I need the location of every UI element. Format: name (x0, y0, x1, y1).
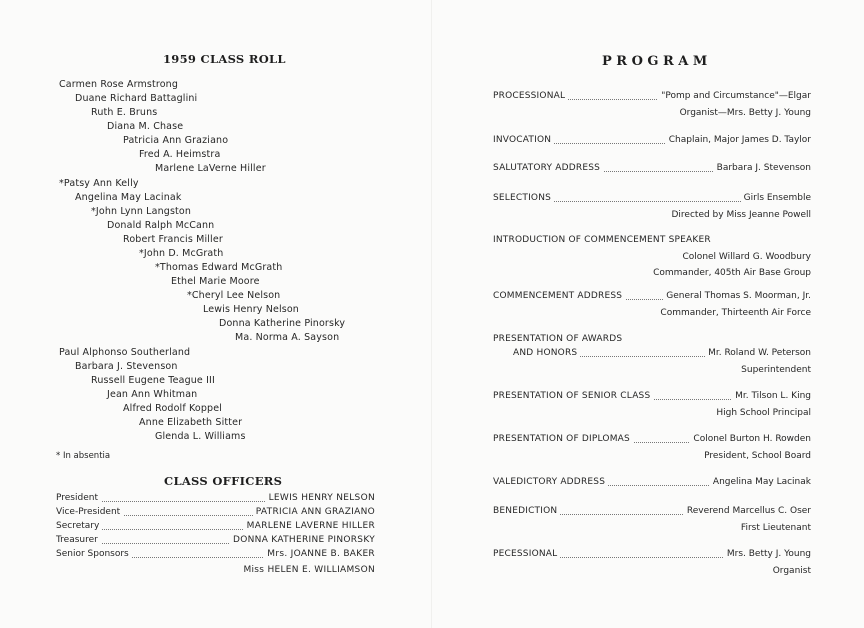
class-roll-name: Carmen Rose Armstrong (59, 79, 179, 90)
class-roll-name: *John Lynn Langston (91, 206, 192, 217)
program-item-value: Mrs. Betty J. Young (724, 549, 811, 559)
program-item-label: PRESENTATION OF DIPLOMAS (493, 434, 633, 444)
program-item-value: "Pomp and Circumstance"—Elgar (658, 91, 811, 101)
officer-row (56, 493, 375, 507)
class-roll-name: Ethel Marie Moore (171, 276, 260, 287)
program-title: PROGRAM (602, 54, 712, 69)
program-item-label: INTRODUCTION OF COMMENCEMENT SPEAKER (493, 235, 711, 245)
program-item-detail: Organist (772, 566, 811, 576)
program-item-detail: Superintendent (741, 365, 811, 375)
class-roll-name: Donna Katherine Pinorsky (219, 318, 346, 329)
class-roll-name: Barbara J. Stevenson (75, 361, 178, 372)
program-item-label: BENEDICTION (493, 506, 560, 516)
officer-row (56, 507, 375, 521)
program-item (493, 91, 811, 121)
class-roll-name: Jean Ann Whitman (107, 389, 198, 400)
program-item-label: SALUTATORY ADDRESS (493, 163, 603, 173)
program-item-detail: Commander, Thirteenth Air Force (660, 308, 811, 318)
class-roll-name: Donald Ralph McCann (107, 220, 215, 231)
class-roll-name: Paul Alphonso Southerland (59, 347, 191, 358)
program-item-value: Mr. Roland W. Peterson (705, 348, 811, 358)
officer-extra-sponsor: Miss HELEN E. WILLIAMSON (243, 565, 375, 575)
class-officers-title: CLASS OFFICERS (164, 474, 283, 488)
program-item-label: PECESSIONAL (493, 549, 560, 559)
program-item-detail: High School Principal (716, 408, 811, 418)
class-roll-name: Duane Richard Battaglini (75, 93, 198, 104)
class-roll-name: Angelina May Lacinak (75, 192, 182, 203)
officer-role: Treasurer (56, 535, 101, 545)
program-item (493, 391, 811, 421)
program-item-value: General Thomas S. Moorman, Jr. (663, 291, 811, 301)
program-item (493, 434, 811, 464)
class-roll-name: Ma. Norma A. Sayson (235, 332, 340, 343)
right-page (432, 0, 864, 628)
officer-row (56, 535, 375, 549)
program-item-value: Chaplain, Major James D. Taylor (666, 135, 811, 145)
program-item-label: PRESENTATION OF SENIOR CLASS (493, 391, 653, 401)
officer-name: Mrs. JOANNE B. BAKER (264, 549, 375, 559)
program-item-label: INVOCATION (493, 135, 554, 145)
officer-role: Senior Sponsors (56, 549, 132, 559)
program-item-value: Colonel Burton H. Rowden (690, 434, 811, 444)
program-item-detail: Commander, 405th Air Base Group (653, 268, 811, 278)
program-item-label: VALEDICTORY ADDRESS (493, 477, 608, 487)
program-item (493, 163, 811, 177)
officer-name: LEWIS HENRY NELSON (266, 493, 375, 503)
program-item-detail: First Lieutenant (740, 523, 811, 533)
program-item (493, 235, 811, 281)
class-roll-name: Marlene LaVerne Hiller (155, 163, 266, 174)
class-roll-title: 1959 CLASS ROLL (163, 52, 286, 66)
class-roll-name: Alfred Rodolf Koppel (123, 403, 223, 414)
class-roll-name: *John D. McGrath (139, 248, 224, 259)
officer-role: President (56, 493, 101, 503)
program-item-label: PROCESSIONAL (493, 91, 568, 101)
program-item (493, 506, 811, 536)
program-item-label: PRESENTATION OF AWARDS (493, 334, 623, 344)
officer-name: DONNA KATHERINE PINORSKY (230, 535, 375, 545)
officer-role: Vice-President (56, 507, 123, 517)
class-roll-name: Robert Francis Miller (123, 234, 223, 245)
class-roll-name: Glenda L. Williams (155, 431, 246, 442)
class-roll-name: Patricia Ann Graziano (123, 135, 229, 146)
program-item-detail: Colonel Willard G. Woodbury (682, 252, 811, 262)
class-roll-name: *Thomas Edward McGrath (155, 262, 283, 273)
officer-name: PATRICIA ANN GRAZIANO (253, 507, 375, 517)
program-item-value: Girls Ensemble (741, 193, 811, 203)
program-item-detail: President, School Board (704, 451, 811, 461)
program-item-detail: Organist—Mrs. Betty J. Young (679, 108, 811, 118)
class-roll-name: Russell Eugene Teague III (91, 375, 215, 386)
class-roll-name: Ruth E. Bruns (91, 107, 158, 118)
officer-row (56, 521, 375, 535)
class-roll-name: Fred A. Heimstra (139, 149, 221, 160)
program-item (493, 549, 811, 579)
program-item (493, 291, 811, 321)
program-item-label-continued: AND HONORS (513, 348, 580, 358)
program-item (493, 135, 811, 149)
program-item-value: Barbara J. Stevenson (714, 163, 811, 173)
class-roll-name: *Cheryl Lee Nelson (187, 290, 281, 301)
officer-role: Secretary (56, 521, 102, 531)
program-item (493, 477, 811, 491)
program-item-label: SELECTIONS (493, 193, 554, 203)
program-item-value: Mr. Tilson L. King (732, 391, 811, 401)
officer-row (56, 549, 375, 563)
officer-name: MARLENE LAVERNE HILLER (244, 521, 375, 531)
class-roll-name: Anne Elizabeth Sitter (139, 417, 243, 428)
program-item (493, 334, 811, 378)
program-item-value: Angelina May Lacinak (710, 477, 811, 487)
class-roll-name: *Patsy Ann Kelly (59, 178, 139, 189)
program-item-detail: Directed by Miss Jeanne Powell (671, 210, 811, 220)
program-item-label: COMMENCEMENT ADDRESS (493, 291, 625, 301)
absentia-footnote: * In absentia (56, 451, 111, 461)
program-item (493, 193, 811, 223)
program-item-value: Reverend Marcellus C. Oser (684, 506, 811, 516)
class-roll-name: Lewis Henry Nelson (203, 304, 299, 315)
class-roll-name: Diana M. Chase (107, 121, 184, 132)
